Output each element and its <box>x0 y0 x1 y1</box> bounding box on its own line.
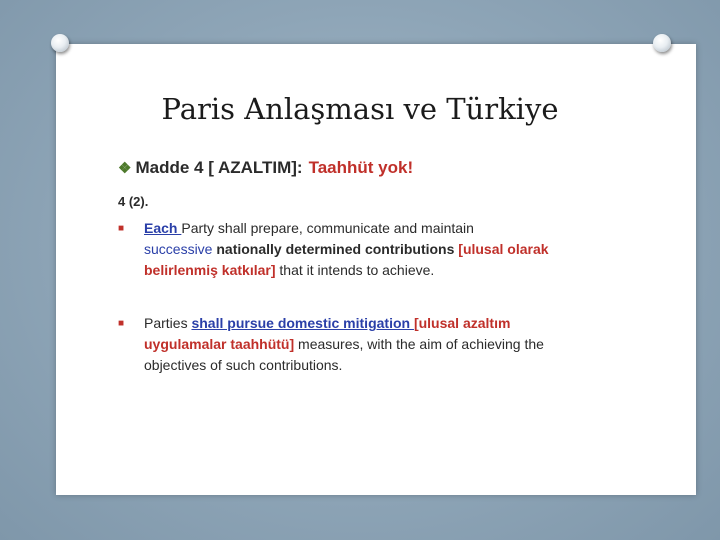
emphasis-successive: successive <box>144 241 213 257</box>
emphasis-shall-pursue: shall pursue domestic mitigation <box>191 315 414 331</box>
bullet-item <box>118 218 588 281</box>
bullet-text <box>144 313 588 376</box>
section-heading <box>118 158 413 178</box>
bullet-text-part: nationally determined contributions <box>212 241 459 257</box>
turkish-translation: [ulusal olarak belirlenmiş katkılar] <box>144 241 549 278</box>
diamond-bullet-icon: ❖ <box>118 160 132 177</box>
bullet-text-part: Party shall prepare, communicate and maintain <box>181 220 474 236</box>
bullet-text-part: measures, with the aim of achieving the objectives of such contributions. <box>144 336 544 373</box>
bullet-text-part: that it intends to achieve. <box>275 262 435 278</box>
square-bullet-icon: ■ <box>118 223 125 234</box>
heading-highlight: Taahhüt yok! <box>308 158 414 177</box>
emphasis-each: Each <box>144 220 182 236</box>
turkish-translation: [ulusal azaltım uygulamalar taahhütü] <box>144 315 511 352</box>
article-subheading: 4 (2). <box>118 194 149 209</box>
bullet-text-part: Parties <box>144 315 192 331</box>
bullet-item <box>118 313 588 376</box>
bullet-text <box>144 218 588 281</box>
slide-title: Paris Anlaşması ve Türkiye <box>161 92 559 126</box>
pushpin-icon <box>51 34 69 52</box>
heading-prefix: Madde 4 [ AZALTIM]: <box>135 158 303 177</box>
pushpin-icon <box>653 34 671 52</box>
square-bullet-icon: ■ <box>118 318 125 329</box>
